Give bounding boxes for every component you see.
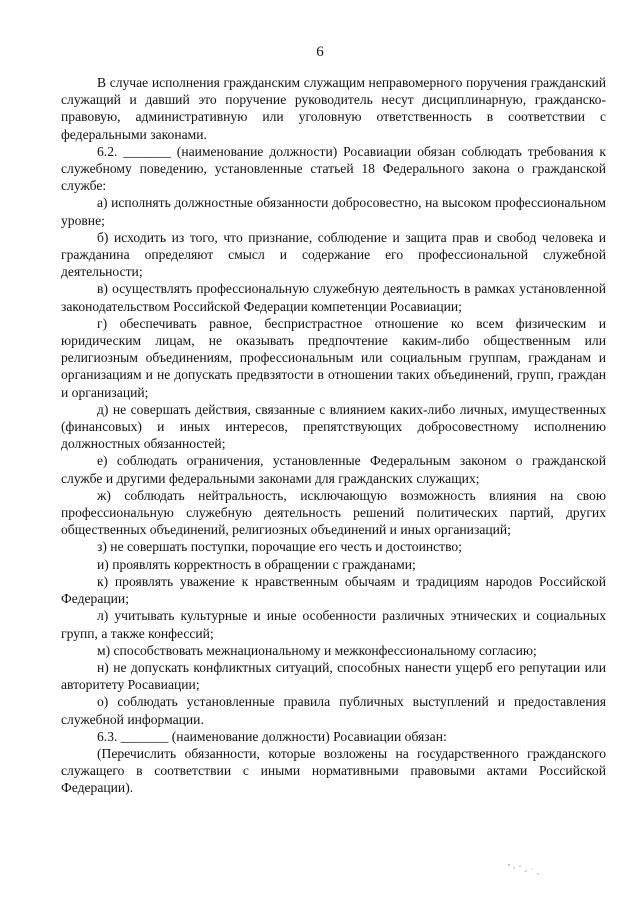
paragraph-6-2-intro: 6.2. _______ (наименование должности) Росавиации обязан соблюдать требования к служебному поведению, установленные статьей 18 Федерального закона о гражданской службе:: [61, 143, 606, 194]
list-item-o: о) соблюдать установленные правила публичных выступлений и предоставления служебной информации.: [61, 694, 606, 727]
page-number: 6: [316, 44, 324, 60]
list-item-zh: ж) соблюдать нейтральность, исключающую возможность влияния на свою профессиональную служебную деятельность решений политических партий, других общественных объединений, религиозных объединений и иных организаций;: [61, 487, 606, 538]
document-body: [61, 74, 606, 797]
list-item-i: и) проявлять корректность в обращении с гражданами;: [97, 556, 416, 572]
list-item-a: а) исполнять должностные обязанности добросовестно, на высоком профессиональном уровне;: [61, 195, 606, 228]
list-item-l: л) учитывать культурные и иные особенности различных этнических и социальных групп, а также конфессий;: [61, 608, 606, 641]
list-item-d: д) не совершать действия, связанные с влиянием каких-либо личных, имущественных (финансовых) и иных интересов, препятствующих добросовестному исполнению должностных обязанностей;: [61, 401, 606, 452]
list-item-m: м) способствовать межнациональному и межконфессиональному согласию;: [97, 642, 537, 658]
list-item-z: з) не совершать поступки, порочащие его честь и достоинство;: [97, 539, 462, 555]
list-item-g: г) обеспечивать равное, беспристрастное отношение ко всем физическим и юридическим лицам, не оказывать предпочтение каким-либо общественным или религиозным объединениям, профессиональным или социальным группам, гражданам и организациям и не допускать предвзятости в отношении таких объединений, групп, граждан и организаций;: [61, 315, 606, 400]
paragraph-6-3-intro: 6.3. _______ (наименование должности) Росавиации обязан:: [97, 728, 447, 744]
list-item-n: н) не допускать конфликтных ситуаций, способных нанести ущерб его репутации или авторитету Росавиации;: [61, 659, 606, 693]
list-item-b: б) исходить из того, что признание, соблюдение и защита прав и свобод человека и гражданина определяют смысл и содержание его профессиональной служебной деятельности;: [61, 229, 606, 280]
list-item-k: к) проявлять уважение к нравственным обычаям и традициям народов Российской Федерации;: [61, 573, 606, 607]
scan-noise-marks: [505, 862, 545, 878]
paragraph-illegal-order-responsibility: В случае исполнения гражданским служащим неправомерного поручения гражданский служащий и давший это поручение руководитель несут дисциплинарную, гражданско-правовую, административную или уголовную ответственность в соответствии с федеральными законами.: [61, 75, 606, 142]
list-item-e: е) соблюдать ограничения, установленные Федеральным законом о гражданской службе и другими федеральными законами для гражданских служащих;: [61, 453, 606, 486]
list-item-v: в) осуществлять профессиональную служебную деятельность в рамках установленной законодательством Российской Федерации компетенции Росавиации;: [61, 281, 606, 314]
paragraph-6-3-instruction: (Перечислить обязанности, которые возложены на государственного гражданского служащего в соответствии с иными нормативными правовыми актами Российской Федерации).: [61, 745, 606, 796]
